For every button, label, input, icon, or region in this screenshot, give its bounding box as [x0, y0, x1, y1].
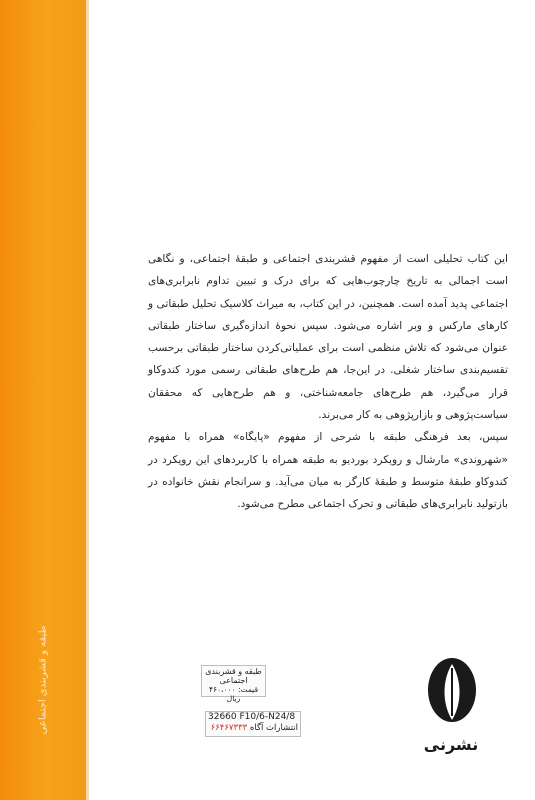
- price-sticker: [201, 665, 266, 703]
- back-cover-blurb: [148, 248, 508, 516]
- orange-spine-band: [0, 0, 86, 800]
- blurb-paragraph-1: این کتاب تحلیلی است از مفهوم قشربندی اجتماعی و طبقهٔ اجتماعی، و نگاهی است اجمالی به تاریخ چارچوب‌هایی که برای درک و تبیین تداوم نابرابری‌های اجتماعی پدید آمده است. همچنین، در این کتاب، به میراث کلاسیک تحلیل طبقاتی و کارهای مارکس و وبر اشاره می‌شود. سپس نحوهٔ اندازه‌گیری ساختار طبقاتی عنوان می‌شود که تلاش منظمی است برای عملیاتی‌کردن ساختار طبقاتی برحسب تقسیم‌بندی ساختار شغلی. در این‌جا، هم طرح‌های طبقاتی رسمی مورد کندوکاو قرار می‌گیرد، هم طرح‌های جامعه‌شناختی، و هم طرح‌هایی که محققان سیاست‌پژوهی و بازارپژوهی به کار می‌برند.: [148, 253, 508, 422]
- inventory-sticker: [205, 711, 301, 737]
- inventory-code: 32660 F10/6-N24/8: [208, 712, 296, 722]
- sticker-publisher: انتشارات آگاه: [249, 723, 298, 733]
- price-value: ۴۶۰،۰۰۰ ریال: [208, 685, 241, 703]
- publisher-line: [206, 723, 300, 734]
- price-line: [202, 685, 265, 703]
- spine-edge: [86, 0, 89, 800]
- price-sticker-title: طبقه و قشربندی اجتماعی: [205, 667, 262, 685]
- blurb-paragraph-2: سپس، بعد فرهنگی طبقه با شرحی از مفهوم «پایگاه» همراه با مفهوم «شهروندی» مارشال و رویکرد بوردیو به طبقه همراه با کاربردهای این رویکرد در کندوکاو طبقهٔ متوسط و طبقهٔ کارگر به میان می‌آید. و سرانجام نقش خانواده در بازتولید نابرابری‌های طبقاتی و تحرک اجتماعی مطرح می‌شود.: [148, 431, 508, 511]
- spine-title: طبقه و قشربندی اجتماعی: [37, 625, 49, 735]
- price-label: قیمت:: [237, 685, 259, 694]
- sticker-phone: ۶۶۴۶۷۳۳۳: [210, 723, 248, 733]
- publisher-logo-text: نشرنی: [423, 735, 479, 754]
